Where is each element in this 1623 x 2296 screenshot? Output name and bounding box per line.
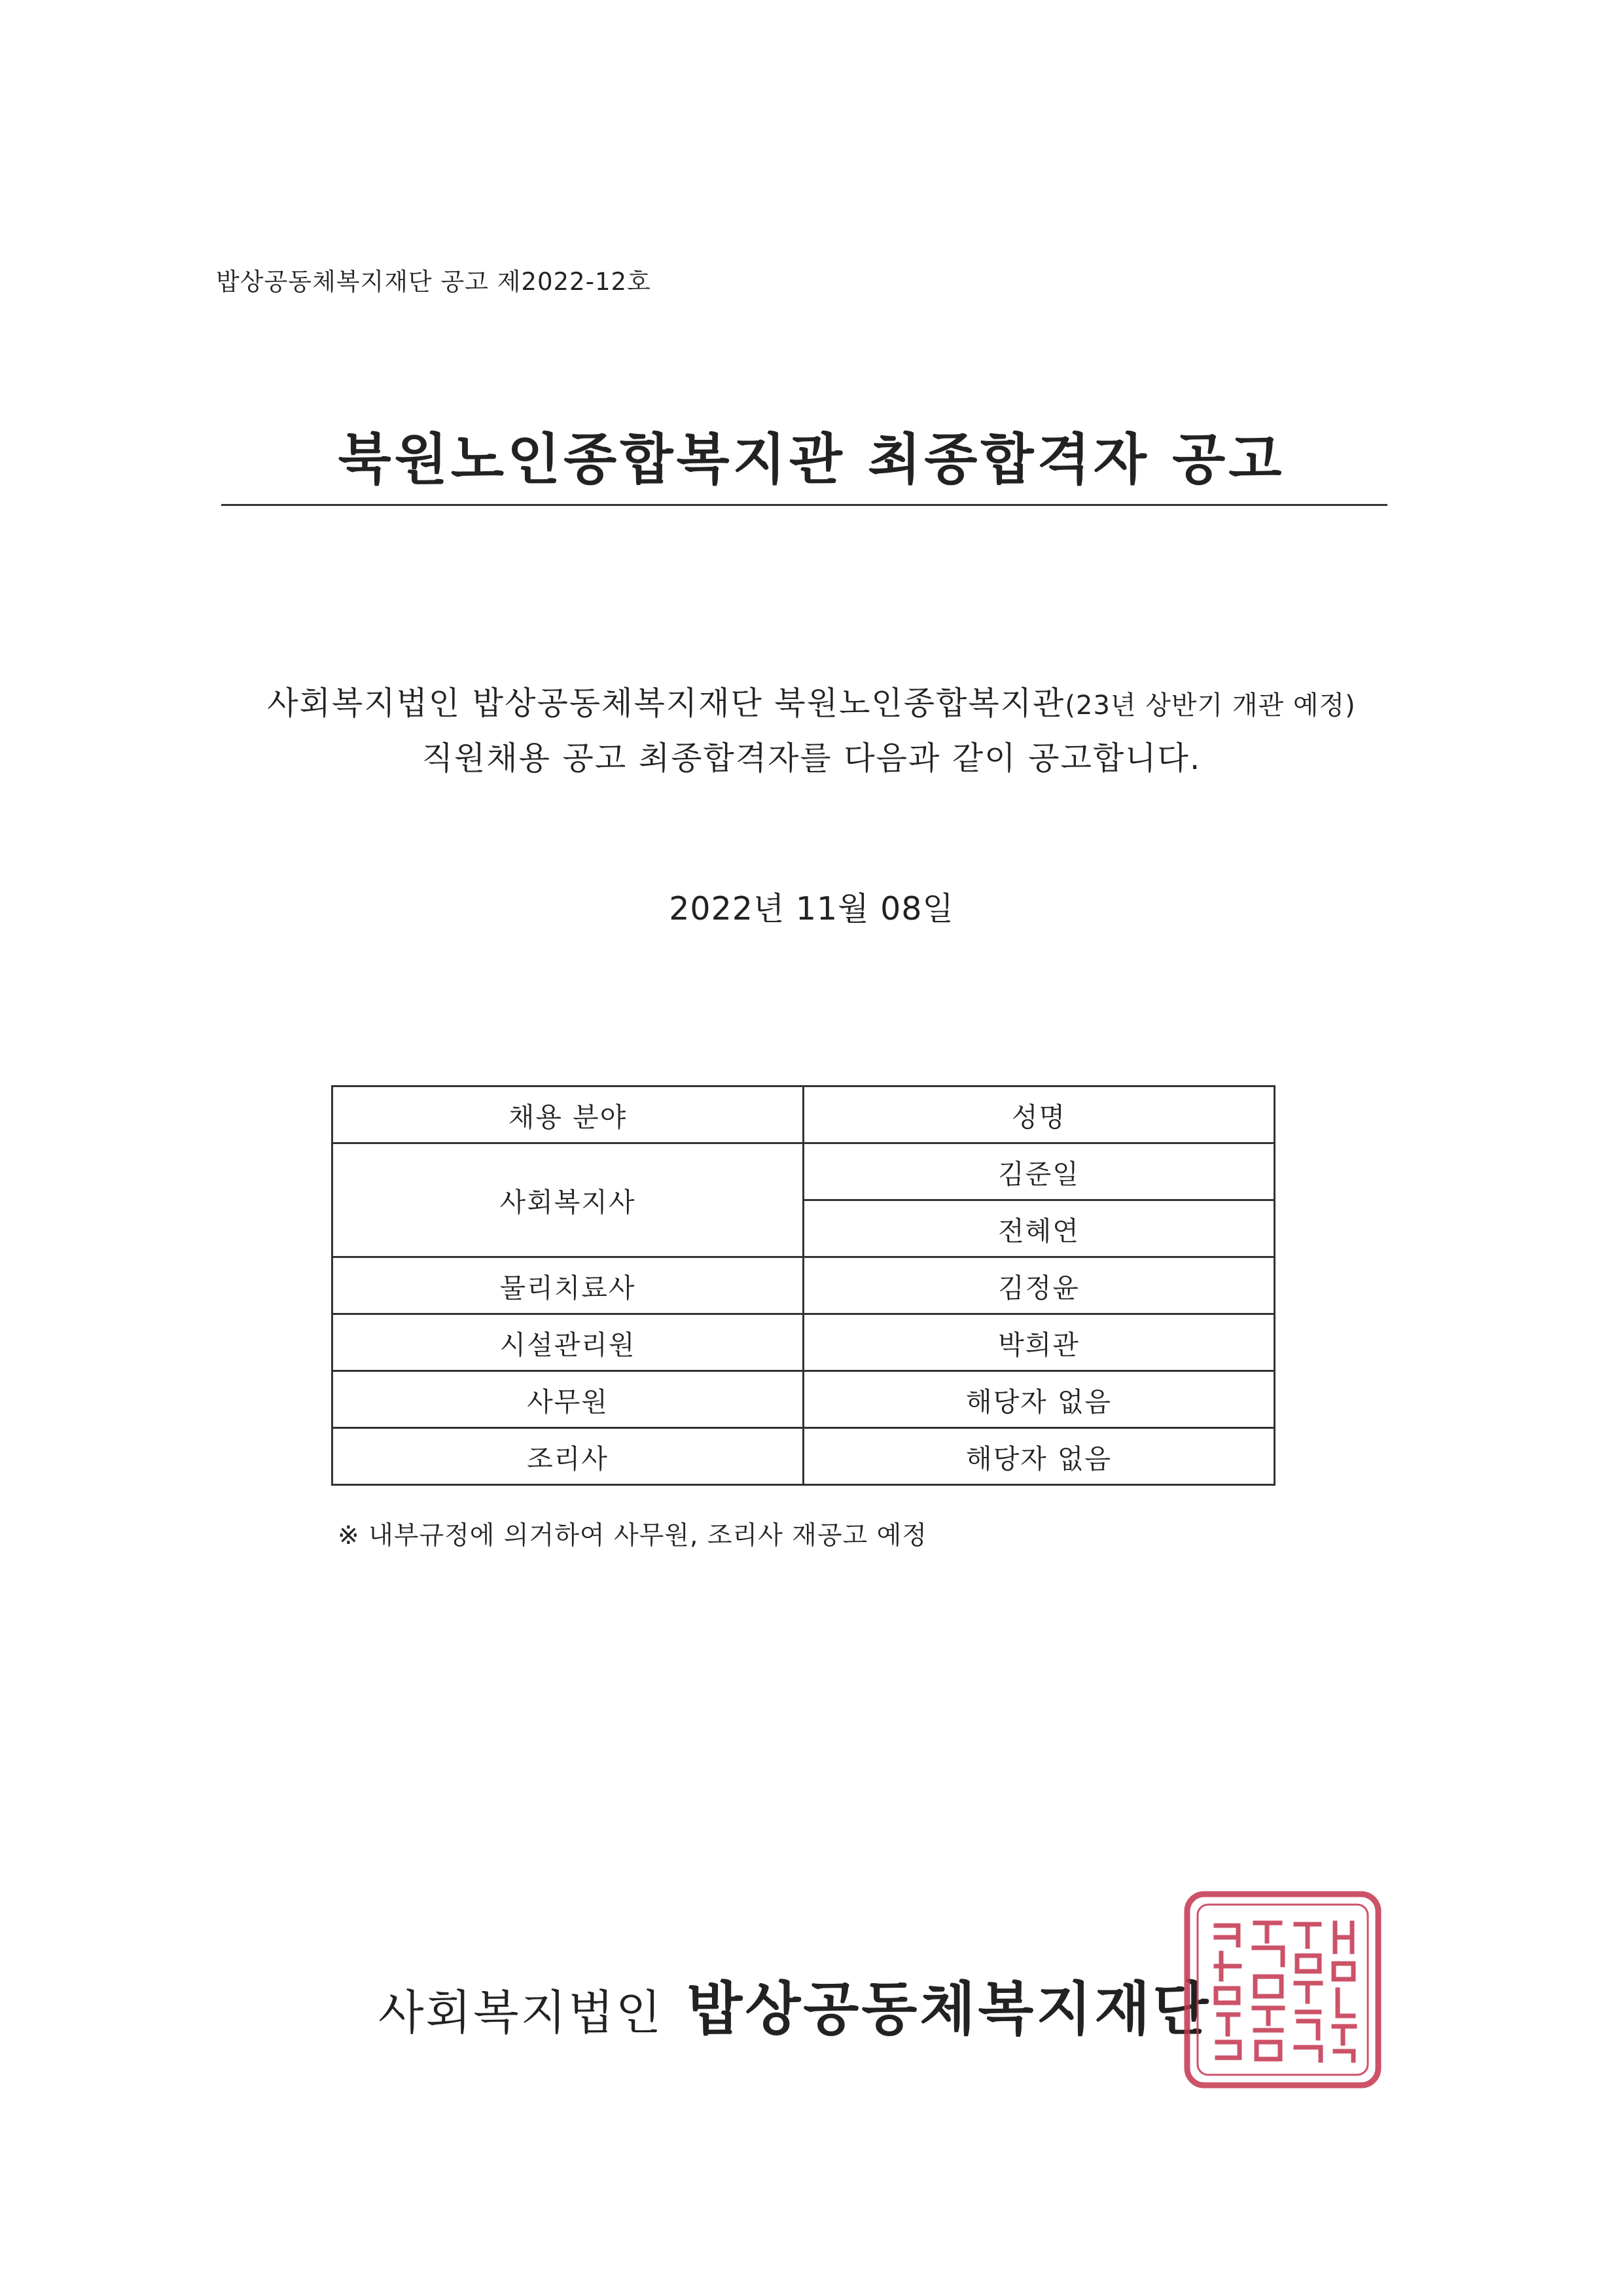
issuer-name: 밥상공동체복지재단 — [687, 1975, 1211, 2043]
table-row — [332, 1143, 1275, 1200]
intro-line-1-paren: (23년 상반기 개관 예정) — [1065, 691, 1356, 721]
name-cell: 김정윤 — [804, 1257, 1275, 1314]
issuer-prefix: 사회복지법인 — [378, 1985, 664, 2040]
field-cell: 조리사 — [332, 1428, 804, 1485]
issuer-signature — [378, 1964, 1211, 2046]
field-cell: 사무원 — [332, 1371, 804, 1428]
name-cell: 해당자 없음 — [804, 1428, 1275, 1485]
intro-line-2: 직원채용 공고 최종합격자를 다음과 같이 공고합니다. — [421, 740, 1202, 777]
announcement-date: 2022년 11월 08일 — [669, 890, 954, 927]
intro-line-1 — [0, 678, 1623, 724]
table-row — [332, 1428, 1275, 1485]
notice-number: 밥상공동체복지재단 공고 제2022-12호 — [216, 268, 651, 296]
field-cell: 사회복지사 — [332, 1143, 804, 1257]
intro-line-1-main: 사회복지법인 밥상공동체복지재단 북원노인종합복지관 — [267, 685, 1065, 722]
name-cell: 해당자 없음 — [804, 1371, 1275, 1428]
results-table — [331, 1085, 1275, 1486]
name-cell: 박희관 — [804, 1314, 1275, 1371]
official-seal-icon — [1178, 1885, 1387, 2094]
table-header-row — [332, 1086, 1275, 1143]
table-row — [332, 1371, 1275, 1428]
name-cell: 김준일 — [804, 1143, 1275, 1200]
name-cell: 전혜연 — [804, 1200, 1275, 1257]
footnote: ※ 내부규정에 의거하여 사무원, 조리사 재공고 예정 — [338, 1521, 927, 1551]
field-cell: 시설관리원 — [332, 1314, 804, 1371]
document-title: 북원노인종합복지관 최종합격자 공고 — [338, 427, 1285, 492]
table-row — [332, 1314, 1275, 1371]
table-row — [332, 1257, 1275, 1314]
field-cell: 물리치료사 — [332, 1257, 804, 1314]
title-underline — [221, 504, 1387, 506]
header-field: 채용 분야 — [332, 1086, 804, 1143]
header-name: 성명 — [804, 1086, 1275, 1143]
